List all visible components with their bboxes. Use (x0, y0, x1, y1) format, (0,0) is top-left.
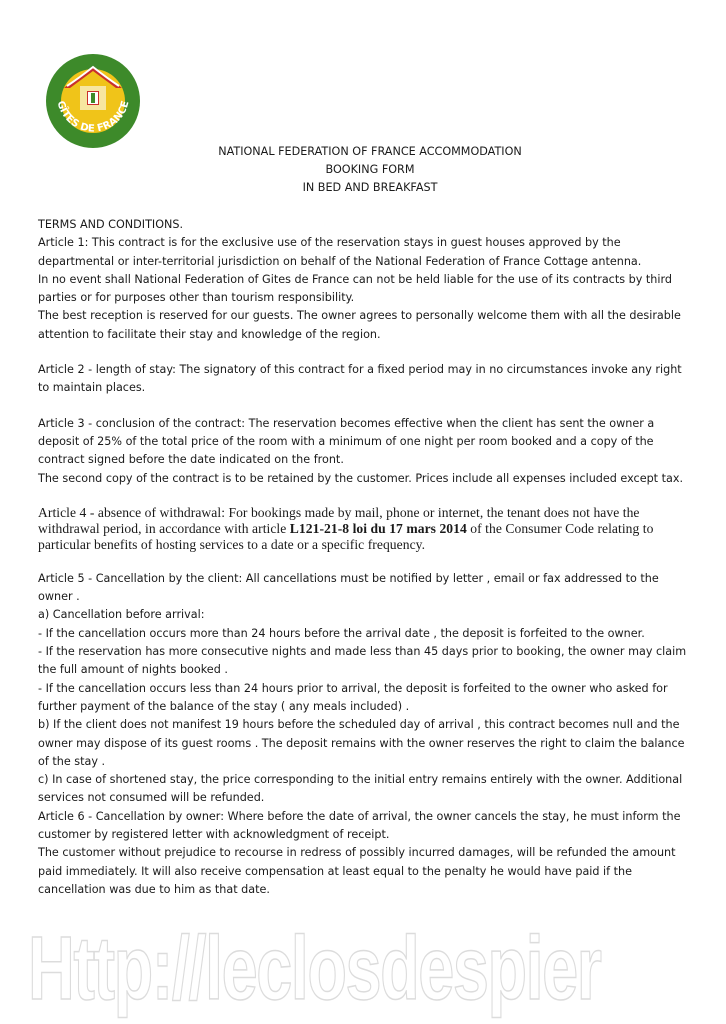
article-5-a: a) Cancellation before arrival: (38, 608, 205, 622)
article-3: Article 3 - conclusion of the contract: The reservation becomes effective when the client has sent the owner a deposit of 25% of the total price of the room with a minimum of one night per room booked and a copy of the contract signed before the date indicated on the front. (38, 416, 655, 467)
header-line-2: BOOKING FORM (325, 163, 415, 176)
article-4-text-a: Article 4 - absence of withdrawal: For bookings made by mail, phone or internet, the tenant does not have the withdrawal period, in accordance with article (38, 504, 640, 536)
article-6-paragraph-2: The customer without prejudice to recourse in redress of possibly incurred damages, will be refunded the amount paid immediately. It will also receive compensation at least equal to the penalty he would have paid if the cancellation was due to him as that date. (38, 846, 676, 896)
terms-body (38, 216, 694, 899)
article-4-law-reference: L121-21-8 loi du 17 mars 2014 (289, 520, 467, 536)
article-2: Article 2 - length of stay: The signatory of this contract for a fixed period may in no circumstances invoke any right to maintain places. (38, 363, 682, 395)
article-5-b: b) If the client does not manifest 19 hours before the scheduled day of arrival , this contract becomes null and the owner may dispose of its guest rooms . The deposit remains with the owner reserves the right to claim the balance of the stay . (38, 718, 685, 768)
document-header (150, 143, 590, 197)
header-line-3: IN BED AND BREAKFAST (302, 181, 438, 194)
terms-title: TERMS AND CONDITIONS. (38, 218, 184, 231)
article-6: Article 6 - Cancellation by owner: Where before the date of arrival, the owner cancels the stay, he must inform the customer by registered letter with acknowledgment of receipt. (38, 809, 681, 842)
article-3-paragraph-2: The second copy of the contract is to be retained by the customer. Prices include all expenses included except tax. (38, 471, 684, 485)
article-5-a-3: - If the cancellation occurs less than 24 hours prior to arrival, the deposit is forfeited to the owner who asked for further payment of the balance of the stay ( any meals included) . (38, 681, 668, 713)
article-4-text-b: of the Consumer Code relating to particular benefits of hosting services to a date or a specific frequency. (38, 520, 654, 552)
article-4 (38, 505, 694, 553)
logo-text: GÎTES DE FRANCE (54, 99, 132, 135)
article-5-a-1: - If the cancellation occurs more than 24 hours before the arrival date , the deposit is forfeited to the owner. (38, 626, 645, 640)
gites-de-france-logo (44, 52, 142, 150)
article-1-paragraph-3: The best reception is reserved for our guests. The owner agrees to personally welcome them with all the desirable attention to facilitate their stay and knowledge of the region. (38, 309, 681, 341)
article-5-a-2: - If the reservation has more consecutive nights and made less than 45 days prior to booking, the owner may claim the full amount of nights booked . (38, 645, 687, 677)
article-5: Article 5 - Cancellation by the client: All cancellations must be notified by letter , email or fax addressed to the owner . (38, 571, 659, 604)
header-line-1: NATIONAL FEDERATION OF FRANCE ACCOMMODATION (218, 145, 522, 158)
gites-de-france-emblem (44, 52, 142, 150)
article-1-paragraph-2: In no event shall National Federation of Gites de France can not be held liable for the use of its contracts by third parties or for purposes other than tourism responsibility. (38, 272, 672, 305)
url-watermark: Http://leclosdespier (28, 919, 601, 1019)
article-5-c: c) In case of shortened stay, the price corresponding to the initial entry remains entirely with the owner. Additional services not consumed will be refunded. (38, 773, 683, 805)
article-1: Article 1: This contract is for the exclusive use of the reservation stays in guest houses approved by the departmental or inter-territorial jurisdiction on behalf of the National Federation of France Cottage antenna. (38, 236, 642, 268)
